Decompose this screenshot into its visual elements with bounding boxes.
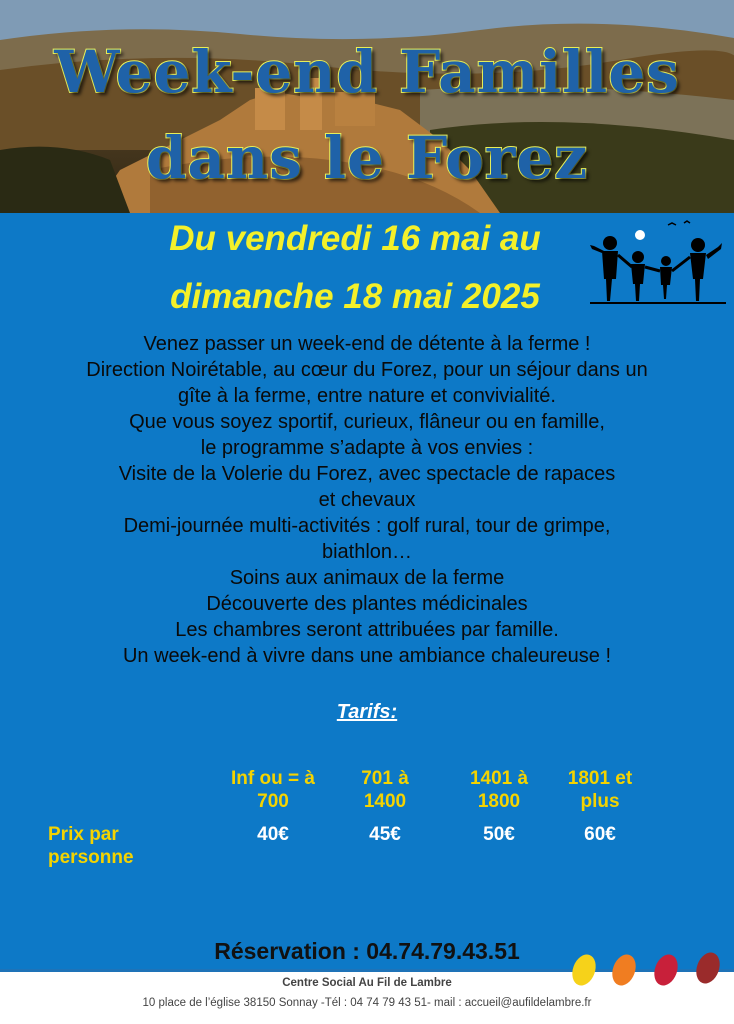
reservation-phone: Réservation : 04.74.79.43.51 <box>214 938 520 964</box>
date-line-2: dimanche 18 mai 2025 <box>170 277 540 316</box>
tarifs-heading: Tarifs: <box>336 701 398 723</box>
description-line: Venez passer un week-end de détente à la ferme ! <box>143 333 591 355</box>
description-line: Découverte des plantes médicinales <box>206 593 528 615</box>
description-line: et chevaux <box>318 489 416 511</box>
tarif-bracket-header: 1401 à 1800 <box>469 768 529 812</box>
description-line: Un week-end à vivre dans une ambiance chaleureuse ! <box>122 645 612 667</box>
tarif-bracket-header: Inf ou = à 700 <box>231 768 315 812</box>
tarif-bracket-header: 701 à 1400 <box>361 768 409 812</box>
description-line: Visite de la Volerie du Forez, avec spectacle de rapaces <box>118 463 616 485</box>
price-cell: 60€ <box>584 824 616 845</box>
description-line: le programme s’adapte à vos envies : <box>200 437 534 459</box>
description-line: Demi-journée multi-activités : golf rural, tour de grimpe, <box>123 515 611 537</box>
footer <box>0 969 734 1024</box>
title-line-2: dans le Forez <box>145 124 589 192</box>
description-line: Que vous soyez sportif, curieux, flâneur ou en famille, <box>129 411 605 433</box>
description-text <box>12 331 722 669</box>
price-cell: 45€ <box>369 824 401 845</box>
description-line: biathlon… <box>321 541 413 563</box>
price-row-label: Prix par personne <box>48 824 134 868</box>
organisation-address: 10 place de l’église 38150 Sonnay -Tél : 04 74 79 43 51- mail : accueil@aufildelambre.fr <box>142 997 592 1009</box>
family-silhouette-icon <box>588 219 728 311</box>
date-line-1: Du vendredi 16 mai au <box>169 219 541 258</box>
organisation-name: Centre Social Au Fil de Lambre <box>282 977 452 989</box>
header-photo <box>0 0 734 213</box>
main-content <box>0 213 734 969</box>
price-cell: 50€ <box>483 824 515 845</box>
description-line: Soins aux animaux de la ferme <box>229 567 505 589</box>
description-line: gîte à la ferme, entre nature et convivialité. <box>178 385 556 407</box>
price-cell: 40€ <box>257 824 289 845</box>
title-line-1: Week-end Familles <box>54 38 680 106</box>
description-line: Direction Noirétable, au cœur du Forez, pour un séjour dans un <box>86 359 648 381</box>
description-line: Les chambres seront attribuées par famille. <box>175 619 559 641</box>
tarif-bracket-header: 1801 et plus <box>567 768 633 812</box>
